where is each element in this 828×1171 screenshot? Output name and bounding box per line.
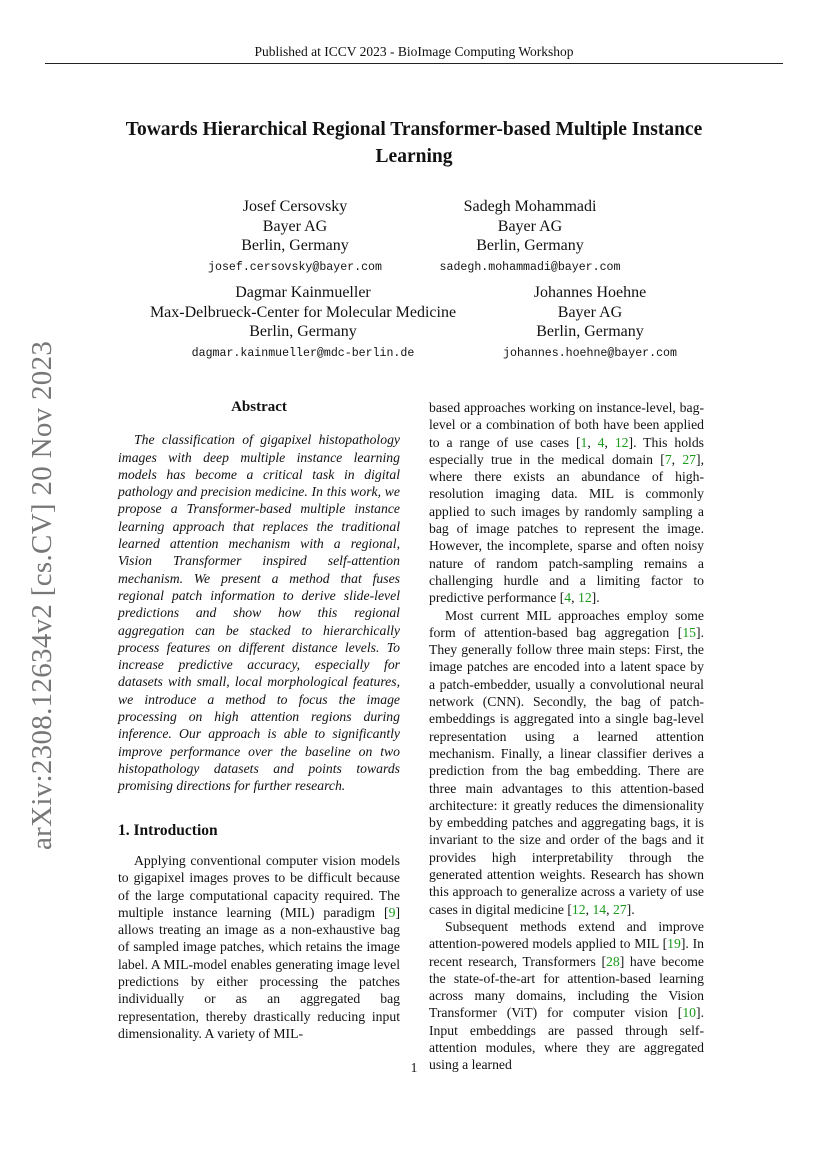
abstract-section <box>118 399 400 795</box>
separator: , <box>671 451 683 467</box>
author-block <box>133 283 473 362</box>
separator: , <box>587 434 598 450</box>
author-name: Josef Cersovsky <box>242 198 348 215</box>
citation-link[interactable]: 27 <box>682 451 697 467</box>
text-run: ]. <box>626 901 635 917</box>
right-column <box>429 399 704 1074</box>
text-run: ]. This holds especially true in the medical domain [ <box>429 434 705 467</box>
author-block <box>420 197 640 276</box>
separator: , <box>571 590 578 606</box>
author-email[interactable]: sadegh.mohammadi@bayer.com <box>439 260 621 274</box>
author-email[interactable]: johannes.hoehne@bayer.com <box>503 346 677 360</box>
page-number: 1 <box>410 1060 418 1075</box>
citation-link[interactable]: 1 <box>580 434 588 450</box>
section-heading-introduction: 1. Introduction <box>118 822 218 839</box>
separator: , <box>585 901 593 917</box>
citation-link[interactable]: 15 <box>682 624 697 640</box>
citation-link[interactable]: 14 <box>592 901 607 917</box>
body-paragraph <box>429 918 704 1074</box>
intro-paragraph <box>118 852 400 1042</box>
citation-link[interactable]: 4 <box>597 434 605 450</box>
author-location: Berlin, Germany <box>241 237 349 254</box>
text-run: ]. They generally follow three main steps: First, the image patches are encoded into a latent space by a patch-embedder, usually a convolutional neural network (CNN). Secondly, the bag of patch-embeddings is aggregated into a single bag-level representation using a learned attention mechanism. Finally, a linear classifier derives a prediction from the bag embedding. There are three main advantages to this attention-based architecture: it greatly reduces the dimensionality by embedding patches and aggregating bags, it is invariant to the size and order of the bags and it provides high interpretability through the generated attention weights. Research has shown this approach to generalize across a variety of use cases in digital medicine [ <box>429 624 704 917</box>
author-block <box>485 283 695 362</box>
citation-link[interactable]: 10 <box>682 1005 697 1021</box>
abstract-body: The classification of gigapixel histopathology images with deep multiple instance learning models has become a critical task in digital pathology and precision medicine. In this work, we propose a Transformer-based multiple instance learning approach that replaces the traditional learned attention mechanism with a regional, Vision Transformer inspired self-attention mechanism. We present a method that fuses regional patch information to derive slide-level predictions and show how this regional aggregation can be stacked to hierarchically process features on different distance levels. To increase predictive accuracy, especially for datasets with small, local morphological features, we introduce a method to focus the image processing on high attention regions during inference. Our approach is able to significantly improve performance over the baseline on two histopathology datasets and points towards promising directions for further research. <box>118 432 400 794</box>
text-run: ]. Input embeddings are passed through self-attention modules, where they are aggregated using a learned <box>429 1005 704 1073</box>
author-affiliation: Bayer AG <box>497 217 563 235</box>
citation-link[interactable]: 28 <box>606 953 620 969</box>
author-affiliation: Max-Delbrueck-Center for Molecular Medicine <box>149 303 457 321</box>
text-run: ] have become the state-of-the-art for attention-based learning across many domains, including the Vision Transformer (ViT) for computer vision [ <box>429 953 704 1021</box>
separator: , <box>604 434 615 450</box>
citation-link[interactable]: 12 <box>571 901 586 917</box>
text-run: ], where there exists an abundance of high-resolution imaging data. MIL is commonly applied to such images by randomly sampling a bag of image patches to represent the image. However, the incomplete, sparse and often noisy nature of random patch-sampling remains a challenging hurdle and a limiting factor to predictive performance [ <box>429 451 704 606</box>
author-location: Berlin, Germany <box>249 323 357 340</box>
text-run: ] allows treating an image as a non-exhaustive bag of sampled image patches, which retains the image label. A MIL-model enables generating image level predictions by either processing the patches individually or as an aggregated bag representation, thereby drastically reducing input dimensionality. A variety of MIL- <box>118 904 400 1041</box>
author-location: Berlin, Germany <box>476 237 584 254</box>
citation-link[interactable]: 27 <box>612 901 627 917</box>
author-affiliation: Bayer AG <box>262 217 328 235</box>
running-header: Published at ICCV 2023 - BioImage Computing Workshop <box>254 44 574 59</box>
text-run: Most current MIL approaches employ some form of attention-based bag aggregation [ <box>429 607 704 640</box>
author-name: Sadegh Mohammadi <box>463 198 597 215</box>
separator: , <box>606 901 613 917</box>
author-email[interactable]: dagmar.kainmueller@mdc-berlin.de <box>191 346 415 360</box>
text-run: ]. <box>591 590 600 606</box>
citation-link[interactable]: 12 <box>577 590 592 606</box>
paper-title: Towards Hierarchical Regional Transformer-based Multiple Instance Learning <box>125 119 703 167</box>
citation-link[interactable]: 9 <box>388 904 396 920</box>
citation-link[interactable]: 4 <box>564 590 572 606</box>
citation-link[interactable]: 19 <box>667 936 681 952</box>
header-rule <box>45 63 783 64</box>
body-paragraph <box>429 607 704 918</box>
author-email[interactable]: josef.cersovsky@bayer.com <box>208 260 382 274</box>
text-run: Subsequent methods extend and improve attention-powered models applied to MIL [ <box>429 918 704 952</box>
text-run: Applying conventional computer vision models to gigapixel images proves to be difficult because of the large computational capacity required. The multiple instance learning (MIL) paradigm [ <box>118 853 400 920</box>
abstract-heading: Abstract <box>231 399 287 415</box>
body-paragraph <box>429 399 704 607</box>
text-run: based approaches working on instance-level, bag-level or a combination of both have been applied to a range of use cases [ <box>429 400 704 450</box>
author-affiliation: Bayer AG <box>557 303 623 321</box>
author-name: Johannes Hoehne <box>533 284 647 301</box>
citation-link[interactable]: 12 <box>614 434 629 450</box>
text-run: ]. In recent research, Transformers [ <box>429 936 704 969</box>
arxiv-stamp[interactable]: arXiv:2308.12634v2 [cs.CV] 20 Nov 2023 <box>26 340 58 850</box>
citation-link[interactable]: 7 <box>664 451 672 467</box>
author-name: Dagmar Kainmueller <box>235 284 371 301</box>
author-location: Berlin, Germany <box>536 323 644 340</box>
author-block <box>190 197 400 276</box>
